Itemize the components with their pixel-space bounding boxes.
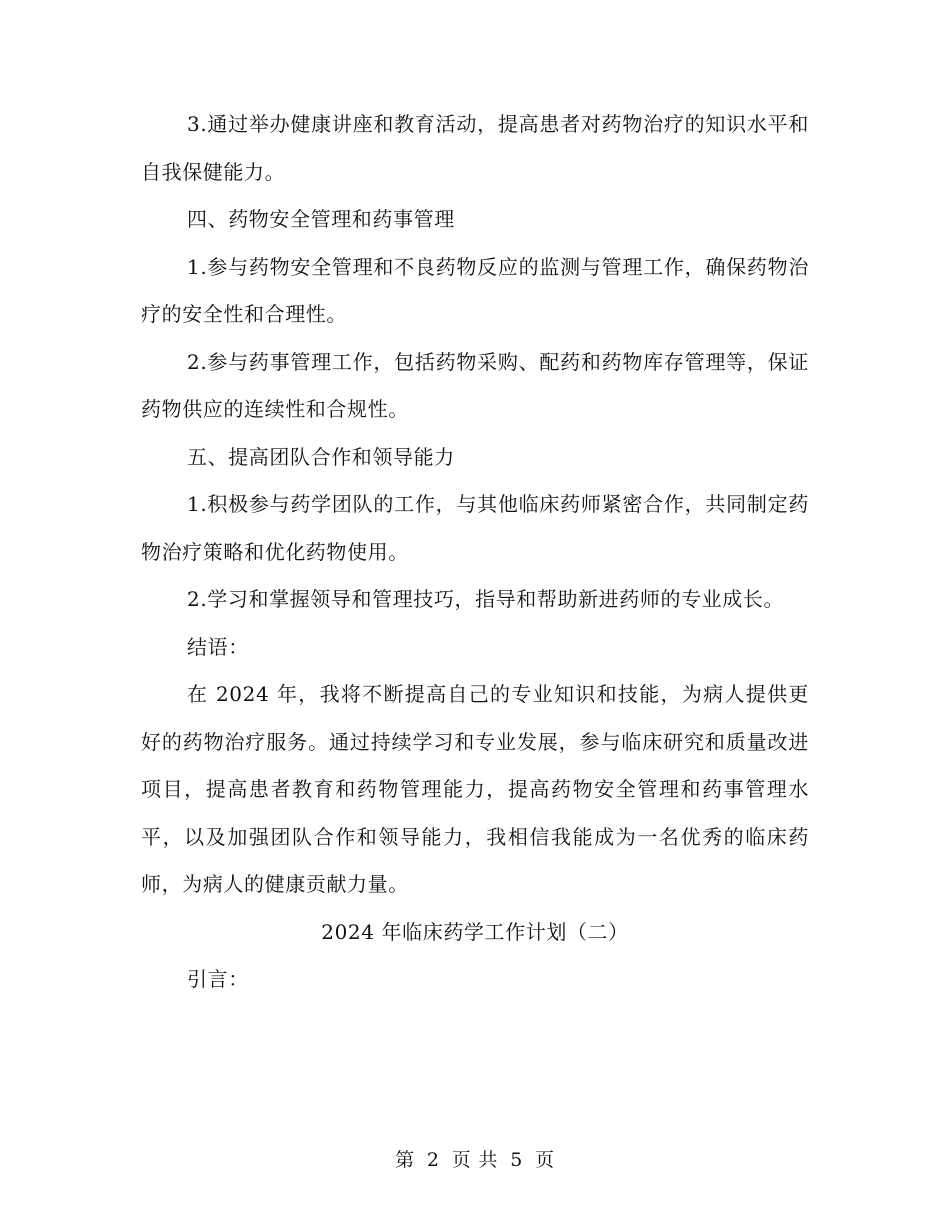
section-heading: 四、药物安全管理和药事管理 <box>187 207 455 231</box>
footer-prefix: 第 <box>395 1149 415 1171</box>
paragraph: 2.学习和掌握领导和管理技巧，指导和帮助新进药师的专业成长。 <box>187 587 785 611</box>
section-heading: 五、提高团队合作和领导能力 <box>187 444 455 469</box>
paragraph: 3.通过举办健康讲座和教育活动，提高患者对药物治疗的知识水平和自我保健能力。 <box>141 112 809 184</box>
paragraph: 1.积极参与药学团队的工作，与其他临床药师紧密合作，共同制定药物治疗策略和优化药物使用。 <box>141 492 809 564</box>
footer-suffix: 页 <box>535 1149 555 1171</box>
footer-total-pages: 5 <box>510 1149 524 1171</box>
page-body <box>141 101 809 1004</box>
paragraph: 在 2024 年，我将不断提高自己的专业知识和技能，为病人提供更好的药物治疗服务。通过持续学习和专业发展，参与临床研究和质量改进项目，提高患者教育和药物管理能力，提高药物安全管理和药事管理水平，以及加强团队合作和领导能力，我相信我能成为一名优秀的临床药师，为病人的健康贡献力量。 <box>141 682 809 896</box>
conclusion-heading: 结语： <box>187 634 249 659</box>
footer-current-page: 2 <box>426 1149 440 1171</box>
page-footer <box>0 1146 950 1174</box>
introduction-heading: 引言： <box>187 967 249 991</box>
footer-middle: 页 共 <box>451 1149 499 1171</box>
paragraph: 1.参与药物安全管理和不良药物反应的监测与管理工作，确保药物治疗的安全性和合理性。 <box>141 254 809 326</box>
paragraph: 2.参与药事管理工作，包括药物采购、配药和药物库存管理等，保证药物供应的连续性和合规性。 <box>141 349 809 421</box>
document-title: 2024 年临床药学工作计划（二） <box>321 919 629 944</box>
